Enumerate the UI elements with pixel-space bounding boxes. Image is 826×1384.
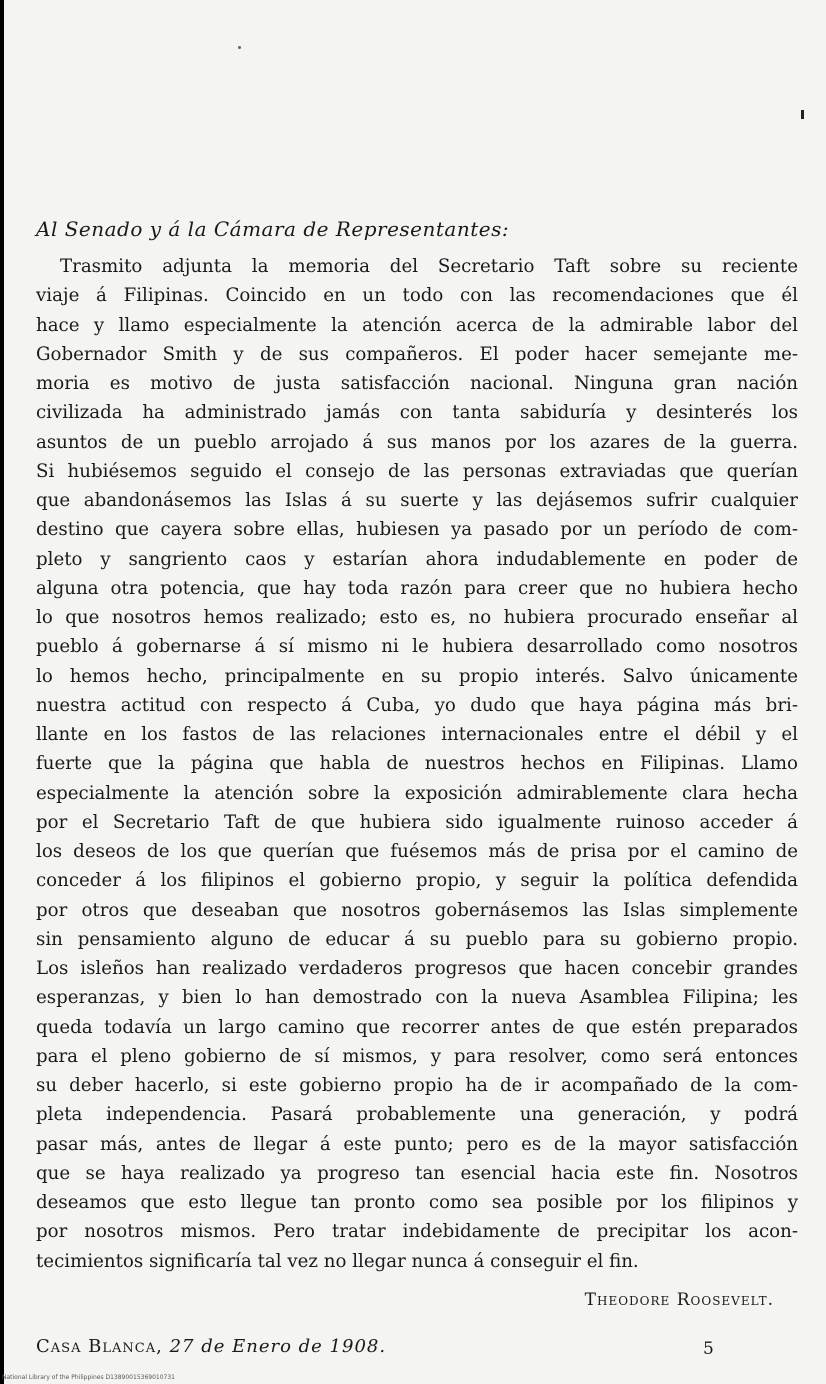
place: Casa Blanca,: [36, 1336, 163, 1357]
text-line: que abandonásemos las Islas á su suerte y las dejásemos sufrir cualquier: [36, 490, 798, 511]
text-line: moria es motivo de justa satisfacción nacional. Ninguna gran nación: [36, 373, 798, 394]
text-line: esperanzas, y bien lo han demostrado con la nueva Asamblea Filipina; les: [36, 987, 798, 1009]
text-line: lo hemos hecho, principalmente en su propio interés. Salvo únicamente: [36, 665, 798, 687]
page-number: 5: [703, 1339, 714, 1359]
text-line: conceder á los filipinos el gobierno propio, y seguir la política defendida: [36, 870, 798, 892]
place-date-line: [36, 1334, 386, 1360]
text-line: asuntos de un pueblo arrojado á sus manos por los azares de la guerra.: [36, 431, 798, 453]
text-line: civilizada ha administrado jamás con tanta sabiduría y desinterés los: [36, 402, 798, 424]
text-line: sin pensamiento alguno de educar á su pueblo para su gobierno propio.: [36, 928, 798, 950]
text-line: fuerte que la página que habla de nuestros hechos en Filipinas. Llamo: [36, 753, 798, 775]
text-line: llante en los fastos de las relaciones internacionales entre el débil y el: [36, 724, 798, 745]
scan-speck: [238, 46, 241, 49]
text-line: hace y llamo especialmente la atención acerca de la admirable labor del: [36, 314, 798, 336]
text-line: deseamos que esto llegue tan pronto como sea posible por los filipinos y: [36, 1192, 798, 1213]
text-line: lo que nosotros hemos realizado; esto es, no hubiera procurado enseñar al: [36, 607, 798, 628]
text-line: destino que cayera sobre ellas, hubiesen ya pasado por un período de com-: [36, 519, 798, 541]
text-line: viaje á Filipinas. Coincido en un todo con las recomendaciones que él: [36, 285, 798, 307]
text-line: especialmente la atención sobre la exposición admirablemente clara hecha: [36, 782, 798, 804]
library-credit: National Library of the Philippines D13890015369010731: [2, 1374, 175, 1381]
text-line: Los isleños han realizado verdaderos progresos que hacen concebir grandes: [36, 958, 798, 979]
text-line: por otros que deseaban que nosotros gobernásemos las Islas simplemente: [36, 899, 798, 921]
text-line: tecimientos significaría tal vez no llegar nunca á conseguir el fin.: [36, 1250, 639, 1272]
text-line: Gobernador Smith y de sus compañeros. El poder hacer semejante me-: [36, 343, 798, 365]
text-line: queda todavía un largo camino que recorrer antes de que estén preparados: [36, 1016, 798, 1038]
salutation: Al Senado y á la Cámara de Representantes:: [36, 217, 510, 241]
text-line: para el pleno gobierno de sí mismos, y para resolver, como será entonces: [36, 1045, 798, 1067]
scan-speck: [801, 110, 804, 119]
text-line: los deseos de los que querían que fuésemos más de prisa por el camino de: [36, 841, 798, 862]
text-line: su deber hacerlo, si este gobierno propio ha de ir acompañado de la com-: [36, 1075, 798, 1096]
text-line: pleta independencia. Pasará probablemente una generación, y podrá: [36, 1104, 798, 1126]
text-line: por el Secretario Taft de que hubiera sido igualmente ruinoso acceder á: [36, 811, 798, 833]
text-line: alguna otra potencia, que hay toda razón para creer que no hubiera hecho: [36, 577, 798, 599]
text-line: Trasmito adjunta la memoria del Secretario Taft sobre su reciente: [60, 256, 798, 277]
text-line: pasar más, antes de llegar á este punto; pero es de la mayor satisfacción: [36, 1133, 798, 1155]
signature: Theodore Roosevelt.: [584, 1290, 774, 1310]
text-line: Si hubiésemos seguido el consejo de las personas extraviadas que querían: [36, 460, 798, 482]
text-line: por nosotros mismos. Pero tratar indebidamente de precipitar los acon-: [36, 1221, 798, 1243]
date: 27 de Enero de 1908.: [169, 1336, 387, 1357]
text-line: que se haya realizado ya progreso tan esencial hacia este fin. Nosotros: [36, 1162, 798, 1184]
text-line: pueblo á gobernarse á sí mismo ni le hubiera desarrollado como nosotros: [36, 636, 798, 658]
message-body: [36, 252, 798, 1276]
text-line: nuestra actitud con respecto á Cuba, yo dudo que haya página más bri-: [36, 694, 798, 716]
page-edge-shadow: [0, 0, 4, 1384]
text-line: pleto y sangriento caos y estarían ahora indudablemente en poder de: [36, 548, 798, 570]
